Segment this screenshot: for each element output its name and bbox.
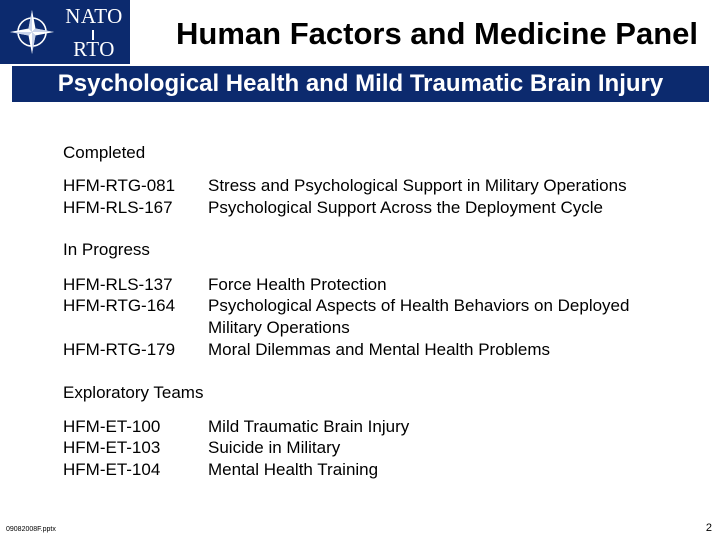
activity-code: HFM-RTG-081 [63,176,176,195]
activity-description: Force Health Protection [208,275,387,294]
activity-code: HFM-RLS-167 [63,198,173,217]
activity-description: Psychological Aspects of Health Behaviors on Deployed [208,296,630,315]
activity-code: HFM-ET-103 [63,438,161,457]
activity-description: Stress and Psychological Support in Military Operations [208,176,627,195]
logo-rto-text: RTO [73,37,115,61]
activity-code: HFM-RTG-179 [63,340,176,359]
topic-banner [12,66,709,102]
completed-heading: Completed [63,143,146,162]
activity-description: Suicide in Military [208,438,341,457]
activity-code: HFM-RTG-164 [63,296,176,315]
nato-rto-logo [0,0,130,64]
nato-compass-star-icon [8,8,56,56]
in-progress-heading: In Progress [63,240,150,259]
topic-title: Psychological Health and Mild Traumatic Brain Injury [57,70,664,97]
activity-description: Moral Dilemmas and Mental Health Problems [208,340,551,359]
exploratory-teams-heading: Exploratory Teams [63,383,204,402]
panel-title: Human Factors and Medicine Panel [176,16,698,51]
activity-description: Mental Health Training [208,460,379,479]
activity-code: HFM-ET-104 [63,460,161,479]
activity-code: HFM-RLS-137 [63,275,173,294]
footer-filename: 09082008F.pptx [6,526,56,533]
slide-page-number: 2 [705,522,712,534]
activity-description: Mild Traumatic Brain Injury [208,417,410,436]
activity-description-continued: Military Operations [208,318,350,337]
logo-nato-text: NATO [65,4,123,28]
slide-header [0,0,720,64]
activity-description: Psychological Support Across the Deployment Cycle [208,198,603,217]
activity-code: HFM-ET-100 [63,417,161,436]
